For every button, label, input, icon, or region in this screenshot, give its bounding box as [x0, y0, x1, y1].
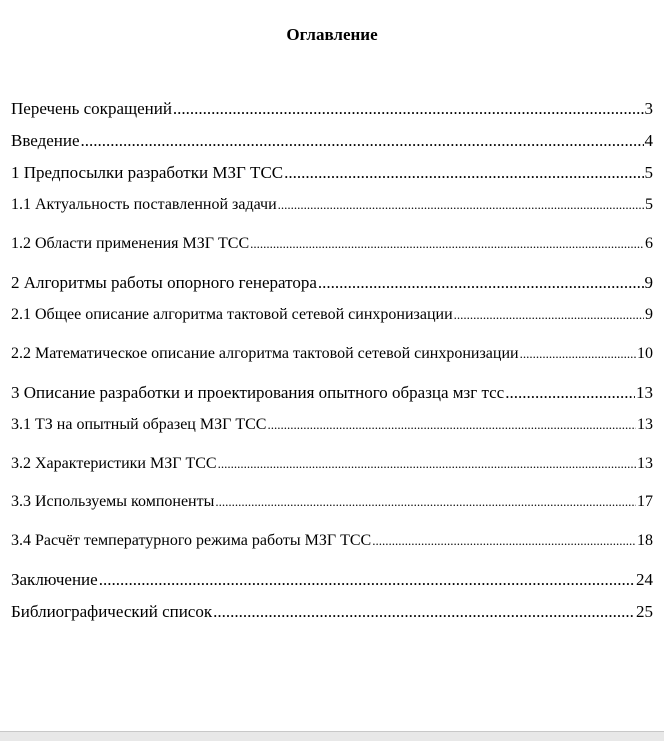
toc-entry-section-3-3[interactable] [11, 492, 653, 512]
toc-dot-leader [218, 454, 636, 474]
toc-dot-leader [99, 570, 635, 590]
toc-entry-abbreviations[interactable] [11, 99, 653, 119]
toc-entry-introduction[interactable] [11, 131, 653, 151]
toc-entry-text: 3.2 Характеристики МЗГ ТСС [11, 455, 217, 472]
toc-entry-page: 6 [645, 235, 653, 252]
toc-entry-text: 3 Описание разработки и проектирования опытного образца мзг тсс [11, 383, 505, 402]
toc-title: Оглавление [286, 25, 378, 44]
toc-entry-section-3-4[interactable] [11, 531, 653, 551]
toc-entry-page: 18 [637, 532, 653, 549]
horizontal-scrollbar[interactable] [0, 731, 664, 741]
toc-dot-leader [81, 131, 644, 151]
toc-dot-leader [318, 273, 644, 293]
toc-entry-section-1-2[interactable] [11, 234, 653, 254]
toc-entry-page: 13 [637, 416, 653, 433]
toc-entry-page: 4 [644, 131, 653, 150]
toc-dot-leader [215, 492, 636, 512]
toc-dot-leader [372, 531, 636, 551]
toc-entry-text: 2.1 Общее описание алгоритма тактовой сетевой синхронизации [11, 306, 453, 323]
toc-entry-section-3-2[interactable] [11, 454, 653, 474]
toc-entry-text: 1.2 Области применения МЗГ ТСС [11, 235, 250, 252]
toc-entry-text: Перечень сокращений [11, 99, 172, 118]
toc-entry-chapter-1[interactable] [11, 163, 653, 183]
toc-entry-text: 2 Алгоритмы работы опорного генератора [11, 273, 317, 292]
toc-entry-section-2-1[interactable] [11, 305, 653, 325]
toc-entry-page: 5 [645, 196, 653, 213]
toc-entry-text: 3.4 Расчёт температурного режима работы МЗГ ТСС [11, 532, 372, 549]
toc-entry-conclusion[interactable] [11, 570, 653, 590]
toc-dot-leader [454, 305, 644, 325]
toc-dot-leader [267, 415, 636, 435]
toc-entry-text: Библиографический список [11, 602, 213, 621]
toc-entry-page: 13 [636, 383, 653, 402]
toc-entry-section-2-2[interactable] [11, 344, 653, 364]
toc-entry-page: 13 [637, 455, 653, 472]
toc-entry-page: 10 [637, 345, 653, 362]
toc-entry-text: 2.2 Математическое описание алгоритма тактовой сетевой синхронизации [11, 345, 519, 362]
toc-entry-page: 17 [637, 493, 653, 510]
toc-dot-leader [520, 344, 636, 364]
toc-entry-page: 24 [636, 570, 653, 589]
toc-entry-text: 3.1 ТЗ на опытный образец МЗГ ТСС [11, 416, 267, 433]
toc-dot-leader [278, 195, 644, 215]
toc-entry-page: 9 [644, 273, 653, 292]
toc-entry-text: 1 Предпосылки разработки МЗГ ТСС [11, 163, 284, 182]
toc-entry-text: Введение [11, 131, 80, 150]
toc-entry-section-3-1[interactable] [11, 415, 653, 435]
toc-entry-chapter-3[interactable] [11, 383, 653, 403]
toc-entry-section-1-1[interactable] [11, 195, 653, 215]
toc-entry-bibliography[interactable] [11, 602, 653, 622]
toc-dot-leader [505, 383, 635, 403]
toc-entry-text: Заключение [11, 570, 98, 589]
toc-entry-chapter-2[interactable] [11, 273, 653, 293]
toc-dot-leader [213, 602, 635, 622]
toc-entry-text: 3.3 Используемы компоненты [11, 493, 215, 510]
toc-entry-text: 1.1 Актуальность поставленной задачи [11, 196, 277, 213]
toc-entry-page: 9 [645, 306, 653, 323]
toc-entry-page: 25 [636, 602, 653, 621]
toc-dot-leader [284, 163, 643, 183]
toc-entry-page: 3 [644, 99, 653, 118]
toc-dot-leader [250, 234, 644, 254]
toc-dot-leader [173, 99, 644, 119]
toc-entry-page: 5 [644, 163, 653, 182]
